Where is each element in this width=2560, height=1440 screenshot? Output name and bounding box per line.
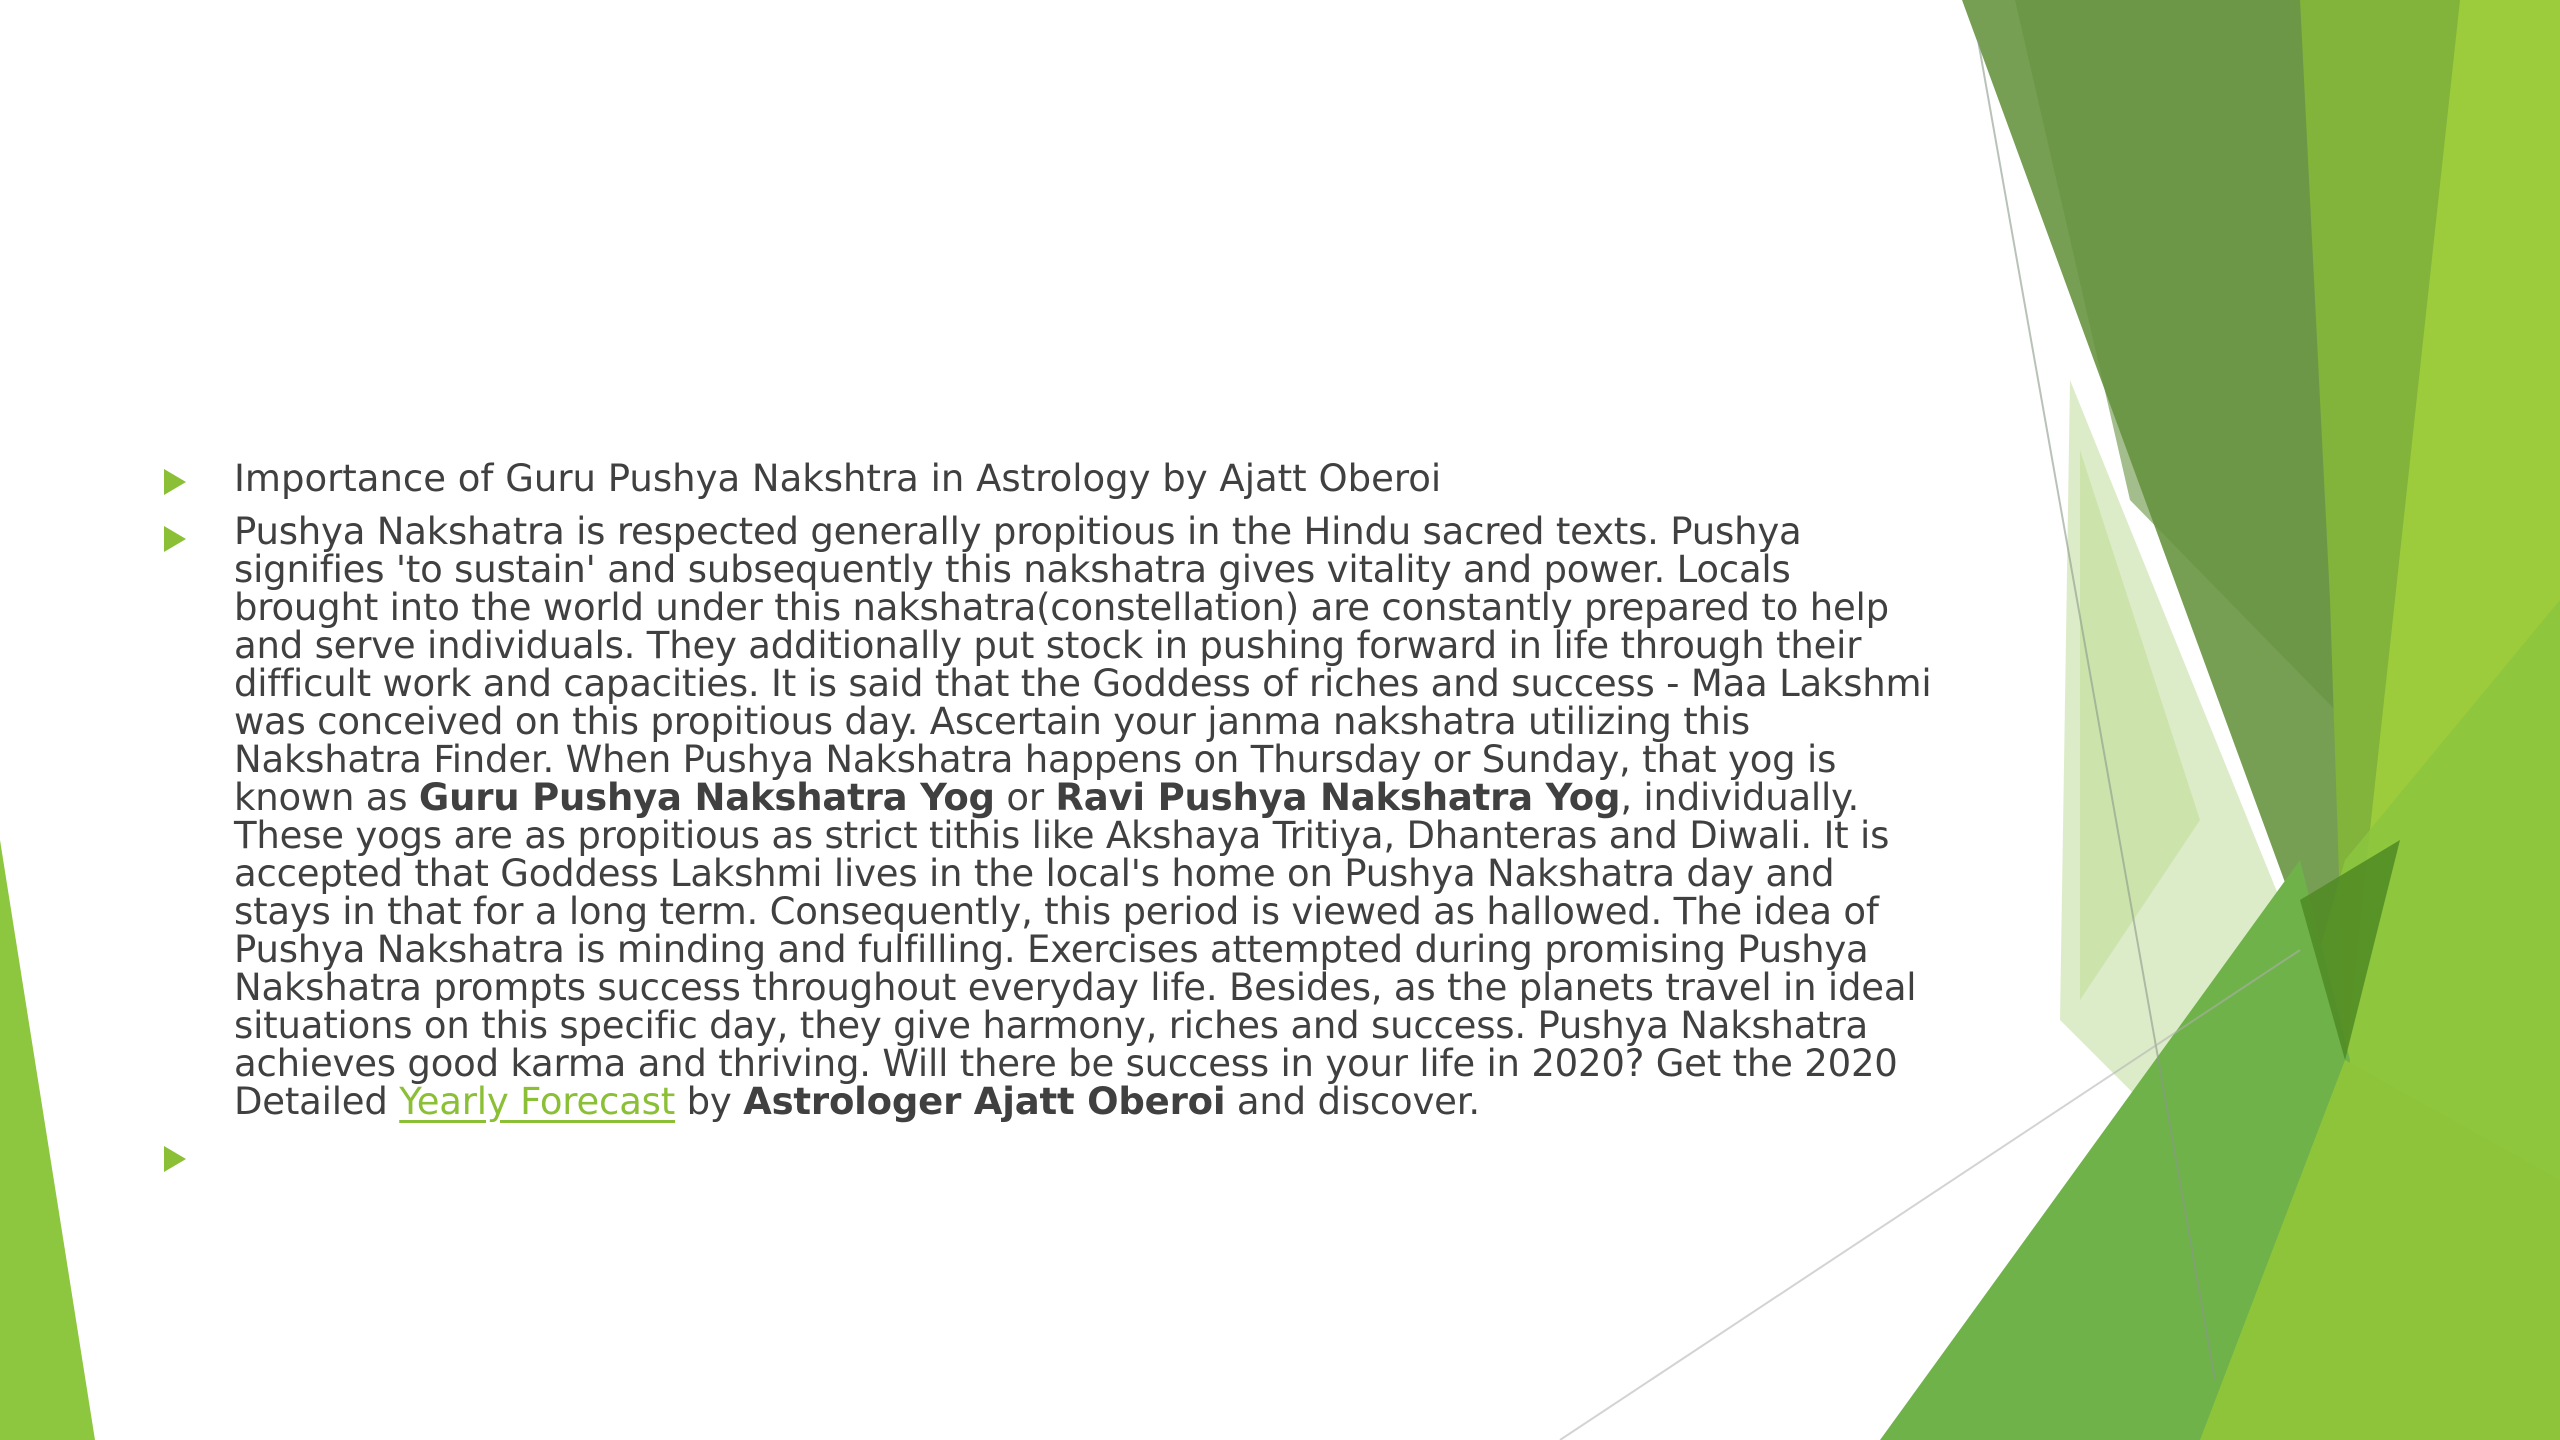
triangle-right-icon	[164, 526, 186, 552]
bold-guru-pushya: Guru Pushya Nakshatra Yog	[418, 776, 995, 819]
yearly-forecast-link[interactable]: Yearly Forecast	[399, 1080, 676, 1123]
body-text-segment: , individually. These yogs are as propitious as strict tithis like Akshaya Tritiya, Dhanteras and Diwali. It is accepted that Goddess Lakshmi lives in the local's home on Pushya Nakshatra day and stays in that for a long term. Consequently, this period is viewed as hallowed. The idea of Pushya Nakshatra is minding and fulfilling. Exercises attempted during promising Pushya Nakshatra prompts success throughout everyday life. Besides, as the planets travel in ideal situations on this specific day, they give harmony, riches and success. Pushya Nakshatra achieves good karma and thriving. Will there be success in your life in 2020? Get the 2020 Detailed	[234, 776, 1917, 1123]
facet-shape	[2015, 0, 2345, 720]
bullet-body-paragraph	[234, 510, 1940, 1123]
triangle-right-icon	[164, 1146, 186, 1172]
body-text-segment: and discover.	[1225, 1080, 1480, 1123]
bullet-item-title	[160, 456, 1940, 501]
bullet-title-text: Importance of Guru Pushya Nakshtra in Astrology by Ajatt Oberoi	[234, 457, 1442, 500]
bullet-item-body	[160, 510, 1940, 1123]
bullet-item-empty	[160, 1133, 1940, 1178]
slide-content	[160, 456, 1940, 1178]
body-text-segment: by	[675, 1080, 744, 1123]
bold-ravi-pushya: Ravi Pushya Nakshatra Yog	[1055, 776, 1621, 819]
facet-shape	[0, 840, 95, 1440]
triangle-right-icon	[164, 469, 186, 495]
bold-astrologer-name: Astrologer Ajatt Oberoi	[743, 1080, 1226, 1123]
body-text-segment: or	[994, 776, 1056, 819]
body-text-segment: Pushya Nakshatra is respected generally propitious in the Hindu sacred texts. Pushya signifies 'to sustain' and subsequently this nakshatra gives vitality and power. Locals brought into the world under this nakshatra(constellation) are constantly prepared to help and serve individuals. They additionally put stock in pushing forward in life through their difficult work and capacities. It is said that the Goddess of riches and success - Maa Lakshmi was conceived on this propitious day. Ascertain your janma nakshatra utilizing this Nakshatra Finder. When Pushya Nakshatra happens on Thursday or Sunday, that yog is known as	[234, 510, 1932, 819]
